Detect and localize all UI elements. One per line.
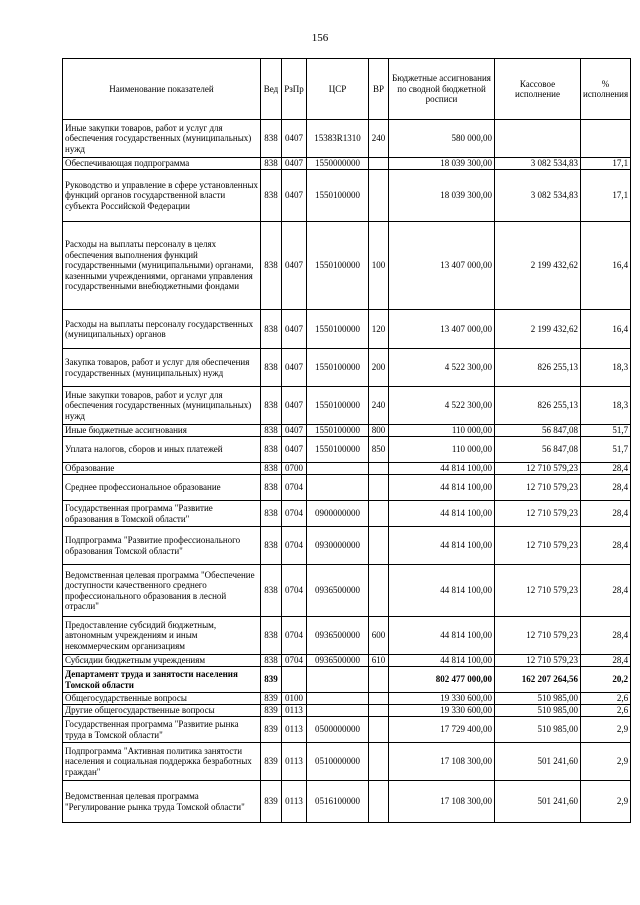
table-row	[63, 120, 631, 158]
cell-name: Ведомственная целевая программа "Регулирование рынка труда Томской области"	[63, 781, 261, 823]
cell-ved: 838	[261, 349, 282, 387]
cell-vr	[369, 693, 389, 705]
cell-vr: 850	[369, 437, 389, 463]
table-row	[63, 310, 631, 349]
table-row	[63, 349, 631, 387]
header-ved: Вед	[261, 59, 282, 120]
cell-name: Иные закупки товаров, работ и услуг для обеспечения государственных (муниципальных) нужд	[63, 387, 261, 425]
cell-ved: 838	[261, 501, 282, 527]
cell-name: Иные закупки товаров, работ и услуг для обеспечения государственных (муниципальных) нужд	[63, 120, 261, 158]
table-row	[63, 717, 631, 743]
cell-ved: 839	[261, 781, 282, 823]
cell-cash: 12 710 579,23	[495, 501, 581, 527]
cell-percent: 17,1	[581, 158, 631, 170]
cell-rzpr: 0407	[282, 349, 307, 387]
cell-ved: 838	[261, 120, 282, 158]
header-cash: Кассовое исполнение	[495, 59, 581, 120]
table-row	[63, 463, 631, 475]
cell-budget: 13 407 000,00	[389, 222, 495, 310]
cell-budget: 44 814 100,00	[389, 475, 495, 501]
cell-cash: 162 207 264,56	[495, 667, 581, 693]
cell-ved: 839	[261, 717, 282, 743]
cell-name: Закупка товаров, работ и услуг для обеспечения государственных (муниципальных) нужд	[63, 349, 261, 387]
cell-percent: 28,4	[581, 463, 631, 475]
cell-percent: 16,4	[581, 310, 631, 349]
cell-cash: 826 255,13	[495, 349, 581, 387]
cell-name: Обеспечивающая подпрограмма	[63, 158, 261, 170]
cell-rzpr: 0113	[282, 705, 307, 717]
table-row	[63, 617, 631, 655]
cell-rzpr: 0407	[282, 387, 307, 425]
header-name: Наименование показателей	[63, 59, 261, 120]
cell-budget: 44 814 100,00	[389, 655, 495, 667]
cell-budget: 19 330 600,00	[389, 693, 495, 705]
cell-cash: 56 847,08	[495, 425, 581, 437]
cell-ved: 838	[261, 565, 282, 617]
table-row	[63, 501, 631, 527]
cell-csr: 1550100000	[307, 222, 369, 310]
cell-percent	[581, 120, 631, 158]
cell-ved: 838	[261, 437, 282, 463]
cell-vr: 200	[369, 349, 389, 387]
cell-csr	[307, 667, 369, 693]
cell-budget: 580 000,00	[389, 120, 495, 158]
header-csr: ЦСР	[307, 59, 369, 120]
cell-csr: 0510000000	[307, 743, 369, 781]
cell-ved: 838	[261, 655, 282, 667]
cell-rzpr: 0704	[282, 655, 307, 667]
cell-name: Другие общегосударственные вопросы	[63, 705, 261, 717]
cell-name: Расходы на выплаты персоналу в целях обеспечения выполнения функций государственными (муниципальными) органами, казенными учреждениями, органами управления государственными внебюджетными фондами	[63, 222, 261, 310]
cell-csr: 0936500000	[307, 565, 369, 617]
cell-cash: 3 082 534,83	[495, 158, 581, 170]
cell-vr	[369, 475, 389, 501]
cell-vr: 240	[369, 387, 389, 425]
cell-ved: 838	[261, 463, 282, 475]
cell-percent: 2,6	[581, 693, 631, 705]
cell-ved: 838	[261, 617, 282, 655]
cell-vr	[369, 705, 389, 717]
cell-percent: 2,9	[581, 781, 631, 823]
cell-cash: 501 241,60	[495, 781, 581, 823]
table-row	[63, 475, 631, 501]
cell-rzpr: 0407	[282, 120, 307, 158]
cell-percent: 2,6	[581, 705, 631, 717]
cell-budget: 13 407 000,00	[389, 310, 495, 349]
cell-vr	[369, 565, 389, 617]
cell-cash: 3 082 534,83	[495, 170, 581, 222]
cell-budget: 17 108 300,00	[389, 743, 495, 781]
cell-rzpr: 0407	[282, 170, 307, 222]
cell-budget: 44 814 100,00	[389, 565, 495, 617]
cell-percent: 28,4	[581, 527, 631, 565]
cell-cash: 2 199 432,62	[495, 310, 581, 349]
header-vr: ВР	[369, 59, 389, 120]
cell-ved: 838	[261, 158, 282, 170]
cell-ved: 839	[261, 705, 282, 717]
cell-name: Предоставление субсидий бюджетным, автономным учреждениям и иным некоммерческим организациям	[63, 617, 261, 655]
cell-vr: 240	[369, 120, 389, 158]
cell-budget: 44 814 100,00	[389, 527, 495, 565]
cell-csr: 1550100000	[307, 425, 369, 437]
cell-csr	[307, 475, 369, 501]
cell-rzpr: 0704	[282, 527, 307, 565]
cell-ved: 839	[261, 667, 282, 693]
cell-vr: 610	[369, 655, 389, 667]
budget-table	[62, 58, 631, 823]
cell-vr	[369, 463, 389, 475]
cell-rzpr: 0113	[282, 743, 307, 781]
cell-rzpr: 0407	[282, 222, 307, 310]
cell-csr: 0936500000	[307, 617, 369, 655]
cell-cash: 2 199 432,62	[495, 222, 581, 310]
cell-budget: 17 108 300,00	[389, 781, 495, 823]
table-header-row	[63, 59, 631, 120]
cell-percent: 28,4	[581, 565, 631, 617]
cell-rzpr: 0704	[282, 565, 307, 617]
cell-percent: 28,4	[581, 501, 631, 527]
cell-csr: 0500000000	[307, 717, 369, 743]
table-row	[63, 743, 631, 781]
cell-cash: 501 241,60	[495, 743, 581, 781]
cell-ved: 838	[261, 170, 282, 222]
cell-vr	[369, 527, 389, 565]
cell-ved: 838	[261, 310, 282, 349]
cell-csr: 1550100000	[307, 349, 369, 387]
cell-cash: 510 985,00	[495, 717, 581, 743]
cell-cash: 12 710 579,23	[495, 655, 581, 667]
cell-ved: 838	[261, 527, 282, 565]
cell-name: Руководство и управление в сфере установленных функций органов государственной власти субъекта Российской Федерации	[63, 170, 261, 222]
cell-percent: 2,9	[581, 717, 631, 743]
cell-cash: 12 710 579,23	[495, 617, 581, 655]
table-row	[63, 705, 631, 717]
cell-vr	[369, 667, 389, 693]
cell-vr: 120	[369, 310, 389, 349]
cell-name: Образование	[63, 463, 261, 475]
cell-rzpr: 0704	[282, 501, 307, 527]
cell-vr: 600	[369, 617, 389, 655]
cell-cash: 510 985,00	[495, 705, 581, 717]
cell-name: Среднее профессиональное образование	[63, 475, 261, 501]
cell-budget: 18 039 300,00	[389, 170, 495, 222]
cell-budget: 4 522 300,00	[389, 349, 495, 387]
cell-budget: 110 000,00	[389, 425, 495, 437]
cell-name: Департамент труда и занятости населения Томской области	[63, 667, 261, 693]
cell-csr	[307, 693, 369, 705]
table-row	[63, 667, 631, 693]
table-row	[63, 781, 631, 823]
table-row	[63, 565, 631, 617]
cell-vr: 100	[369, 222, 389, 310]
cell-budget: 44 814 100,00	[389, 463, 495, 475]
cell-budget: 44 814 100,00	[389, 617, 495, 655]
cell-percent: 17,1	[581, 170, 631, 222]
cell-budget: 110 000,00	[389, 437, 495, 463]
cell-cash: 12 710 579,23	[495, 475, 581, 501]
cell-percent: 18,3	[581, 349, 631, 387]
cell-name: Ведомственная целевая программа "Обеспечение доступности качественного среднего профессионального образования в лесной отрасли"	[63, 565, 261, 617]
table-row	[63, 437, 631, 463]
cell-rzpr: 0407	[282, 158, 307, 170]
cell-cash: 510 985,00	[495, 693, 581, 705]
cell-vr	[369, 781, 389, 823]
cell-ved: 839	[261, 693, 282, 705]
cell-rzpr: 0407	[282, 425, 307, 437]
cell-name: Государственная программа "Развитие образования в Томской области"	[63, 501, 261, 527]
cell-cash: 12 710 579,23	[495, 565, 581, 617]
cell-name: Расходы на выплаты персоналу государственных (муниципальных) органов	[63, 310, 261, 349]
cell-csr: 1550100000	[307, 387, 369, 425]
header-rzpr: РзПр	[282, 59, 307, 120]
cell-rzpr: 0704	[282, 475, 307, 501]
header-budget: Бюджетные ассигнования по сводной бюджетной росписи	[389, 59, 495, 120]
cell-name: Государственная программа "Развитие рынка труда в Томской области"	[63, 717, 261, 743]
cell-rzpr: 0113	[282, 781, 307, 823]
table-row	[63, 527, 631, 565]
cell-vr	[369, 717, 389, 743]
cell-percent: 28,4	[581, 475, 631, 501]
table-row	[63, 387, 631, 425]
cell-percent: 2,9	[581, 743, 631, 781]
cell-ved: 838	[261, 222, 282, 310]
cell-vr	[369, 501, 389, 527]
cell-csr: 0516100000	[307, 781, 369, 823]
cell-rzpr: 0700	[282, 463, 307, 475]
cell-cash	[495, 120, 581, 158]
cell-vr: 800	[369, 425, 389, 437]
cell-name: Уплата налогов, сборов и иных платежей	[63, 437, 261, 463]
cell-csr: 1550000000	[307, 158, 369, 170]
table-row	[63, 425, 631, 437]
cell-rzpr: 0100	[282, 693, 307, 705]
cell-name: Общегосударственные вопросы	[63, 693, 261, 705]
cell-csr: 0930000000	[307, 527, 369, 565]
cell-csr: 0936500000	[307, 655, 369, 667]
cell-budget: 18 039 300,00	[389, 158, 495, 170]
table-row	[63, 693, 631, 705]
cell-vr	[369, 158, 389, 170]
cell-csr: 15383R1310	[307, 120, 369, 158]
cell-budget: 44 814 100,00	[389, 501, 495, 527]
cell-percent: 28,4	[581, 617, 631, 655]
cell-csr	[307, 705, 369, 717]
cell-budget: 17 729 400,00	[389, 717, 495, 743]
cell-name: Иные бюджетные ассигнования	[63, 425, 261, 437]
cell-percent: 51,7	[581, 437, 631, 463]
cell-rzpr: 0407	[282, 310, 307, 349]
cell-cash: 12 710 579,23	[495, 463, 581, 475]
cell-vr	[369, 170, 389, 222]
cell-csr: 1550100000	[307, 437, 369, 463]
cell-ved: 838	[261, 387, 282, 425]
cell-ved: 839	[261, 743, 282, 781]
cell-cash: 56 847,08	[495, 437, 581, 463]
cell-rzpr: 0704	[282, 617, 307, 655]
cell-budget: 802 477 000,00	[389, 667, 495, 693]
cell-percent: 20,2	[581, 667, 631, 693]
cell-cash: 826 255,13	[495, 387, 581, 425]
table-row	[63, 655, 631, 667]
cell-name: Подпрограмма "Развитие профессионального образования Томской области"	[63, 527, 261, 565]
cell-csr	[307, 463, 369, 475]
cell-ved: 838	[261, 475, 282, 501]
table-row	[63, 222, 631, 310]
cell-csr: 0900000000	[307, 501, 369, 527]
table-body	[63, 120, 631, 823]
cell-rzpr: 0407	[282, 437, 307, 463]
cell-csr: 1550100000	[307, 310, 369, 349]
cell-budget: 19 330 600,00	[389, 705, 495, 717]
table-row	[63, 158, 631, 170]
table-row	[63, 170, 631, 222]
cell-cash: 12 710 579,23	[495, 527, 581, 565]
header-percent: % исполнения	[581, 59, 631, 120]
cell-ved: 838	[261, 425, 282, 437]
cell-rzpr	[282, 667, 307, 693]
cell-budget: 4 522 300,00	[389, 387, 495, 425]
cell-rzpr: 0113	[282, 717, 307, 743]
cell-vr	[369, 743, 389, 781]
cell-percent: 28,4	[581, 655, 631, 667]
cell-name: Подпрограмма "Активная политика занятости населения и социальная поддержка безработных граждан"	[63, 743, 261, 781]
cell-percent: 18,3	[581, 387, 631, 425]
cell-csr: 1550100000	[307, 170, 369, 222]
page-number: 156	[311, 32, 329, 44]
cell-name: Субсидии бюджетным учреждениям	[63, 655, 261, 667]
cell-percent: 16,4	[581, 222, 631, 310]
cell-percent: 51,7	[581, 425, 631, 437]
